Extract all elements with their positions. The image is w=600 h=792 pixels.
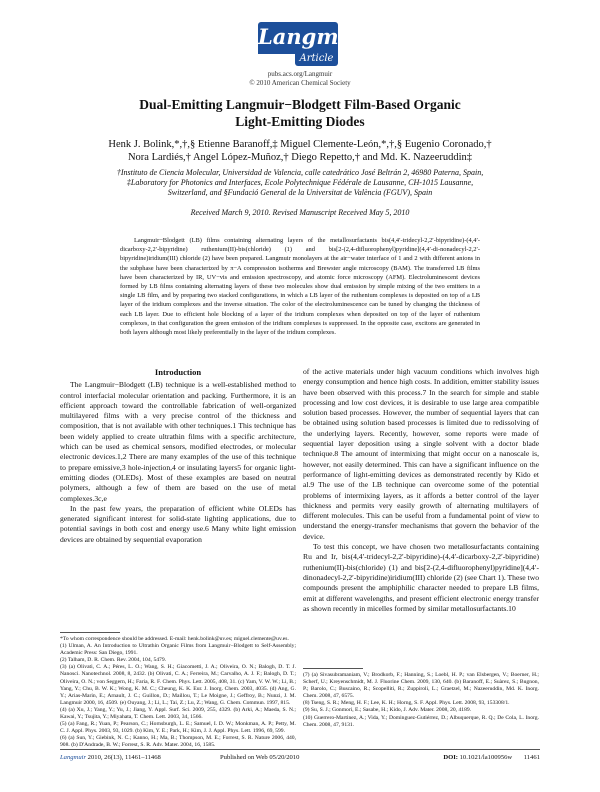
footnote: (2) Talham, D. R. Chem. Rev. 2004, 104, 5479. (60, 657, 167, 664)
received-dates: Received March 9, 2010. Revised Manuscript Received May 5, 2010 (190, 208, 410, 217)
affiliation-line-3: Switzerland, and §Fundació General de la Universitat de València (FGUV), Spain (167, 188, 433, 197)
footer-page-number: 11461 (523, 754, 540, 761)
footnote-divider-right (303, 668, 363, 669)
footer-doi[interactable]: 10.1021/la100956w (459, 754, 513, 761)
body-column-left (60, 367, 296, 545)
journal-logo (258, 22, 373, 65)
footnote: (7) (a) Sivasubramaniam, V.; Brodkorb, F.; Hanning, S.; Loebl, H. P.; van Elsbergen, V.; Boerner, H.; Scherf, U.; Kreyenschmidt, M. J. Fluorine Chem. 2009, 130, 640. (b) Baranoff, E.; Suàrez, S.; Bugnon, P.; Barolo, C.; Buscaino, R.; Scopelliti, R.; Zuppiroli, L.; Graetzel, M.; Nazeeruddin, Md. K. Inorg. Chem. 2008, 47, 6575. (303, 672, 539, 700)
footnote: (5) (a) Fang, R.; Yuan, P.; Pearson, C.; Hornsburgh, L. E.; Samuel, I. D. W.; Monkman, A. P.; Petty, M. C. J. Appl. Phys. 2003, 93, 1029. (b) Kim, Y. E.; Park, H.; Kim, J. J. Appl. Phys. Lett. 1996, 69, 599. (60, 721, 296, 735)
copyright: © 2010 American Chemical Society (249, 79, 351, 87)
authors-line-1: Henk J. Bolink,*,†,§ Etienne Baranoff,‡ Miguel Clemente-León,*,†,§ Eugenio Coronado,† (108, 139, 492, 150)
footnote: (8) Tseng, S. R.; Meng, H. F.; Lee, K. H.; Horng, S. F. Appl. Phys. Lett. 2008, 93, 153308/1. (303, 700, 510, 707)
footer-divider (60, 749, 540, 750)
authors (70, 138, 530, 164)
logo-sub-text: Article (295, 52, 338, 66)
intro-paragraph-2: In the past few years, the preparation of efficient white OLEDs has generated significant interest for solid-state lighting applications, due to potential savings in both cost and energy use.6 Many white light emission devices are obtained by sequential evaporation (60, 503, 296, 544)
journal-url[interactable]: pubs.acs.org/Langmuir (267, 70, 333, 78)
body-column-right (303, 367, 539, 614)
footnotes-left (60, 636, 296, 750)
footnotes-right (303, 672, 539, 729)
title-line-2: Light-Emitting Diodes (235, 114, 365, 129)
footer-volume: 2010, 26(13), 11461–11468 (87, 754, 161, 761)
footnote: (3) (a) Olivati, C. A.; Péres, L. O.; Wang, S. H.; Giacometti, J. A.; Oliveira, O. N.; Balogh, D. T. J. Nanosci. Nanotechnol. 2008, 8, 2432. (b) Olivati, C. A.; Ferreira, M.; Carvalho, A. J. F.; Balogh, D. T.; Oliveira, O. N.; von Seggern, H.; Faria, R. F. Chem. Phys. Lett. 2005, 408, 31. (c) Yam, V. W. W.; Li, B.; Yang, Y.; Chu, B. W. K.; Wong, K. M. C.; Cheung, K. K. Eur. J. Inorg. Chem. 2003, 4035. (d) Ang, G. Y.; Arias-Marin, E.; Arnault, J. C.; Guillon, D.; Maillou, T.; Le Moigne, J.; Geffroy, B.; Nunzi, J. M. Langmuir 2000, 16, 4509. (e) Ouyang, J.; Li, L.; Tai, Z.; Lu, Z.; Wang, G. Chem. Commun. 1997, 815. (60, 664, 296, 706)
affiliation-line-1: †Instituto de Ciencia Molecular, Universidad de Valencia, calle catedrático José Beltrán 2, 46980 Paterna, Spain, (116, 168, 484, 177)
logo-main-text: Langmuir (258, 22, 338, 54)
authors-line-2: Nora Lardiés,† Angel López-Muñoz,† Diego Repetto,† and Md. K. Nazeeruddin‡ (127, 152, 473, 163)
title-line-1: Dual-Emitting Langmuir−Blodgett Film-Based Organic (139, 97, 461, 112)
footer-published: Published on Web 05/20/2010 (220, 754, 300, 761)
footnote: (6) (a) Sun, Y.; Giebink, N. C.; Kanno, H.; Ma, B.; Thompson, M. E.; Forrest, S. R. Nature 2006, 440, 908. (b) D'Andrade, B. W.; Forrest, S. R. Adv. Mater. 2004, 16, 1585. (60, 735, 296, 749)
footnote-divider-left (60, 632, 120, 633)
footer-doi-block (443, 754, 540, 761)
intro-paragraph-4: To test this concept, we have chosen two metallosurfactants containing Ru and Ir, bis(4,4′-tridecyl-2,2′-bipyridine)-(4,4′-dicarboxy-2,2′-bipyridine) ruthenium(II)-bis(chloride) (1) and bis[2-(2,4-difluorophenyl)pyridine](4,4′-dinonadecyl-2,2′-bipyridine)iridium(III) chloride (2) (see Chart 1). These two compounds present the amphiphilic character needed to prepare LB films, emit at different wavelengths, and present efficient electronic energy transfer as shown recently in micelles formed by similar metallosurfactants.10 (303, 542, 539, 613)
affiliations (80, 168, 520, 198)
paper-title (60, 96, 540, 130)
footnote: (4) (a) Xu, J.; Yang, Y.; Yu, J.; Jiang, Y. Appl. Surf. Sci. 2009, 255, 4329. (b) Arki, A.; Maeda, S. N.; Kawai, Y.; Tsujita, Y.; Miyahata, T. Chem. Lett. 2003, 34, 1566. (60, 706, 296, 721)
intro-paragraph-3: of the active materials under high vacuum conditions which involves high energy consumption and hence high costs. In addition, emitter stability issues have been observed with this process.7 In the search for simple and stable processing and low cost devices, it is desirable to use large area compatible solution based processes. However, the number of sequential layers that can be obtained using solution based processes is limited due to redissolving of the underlying layers. Recently, however, some reports were made of sequential layer deposition using a single solvent with a doctor blade technique.8 The amount of intermixing that might occur on a nanoscale is, however, not easily determined. This can have a significant influence on the performance of light-emitting devices as demonstrated recently by Kido et al.9 The use of the LB technique can overcome some of the potential problems of intermixing layers, as it affords a better control of the layer thickness and permits very easily growth of alternating multilayers of different molecules. This can be useful from a fundamental point of view to understand the energy-transfer mechanisms that govern the behavior of the device. (303, 367, 539, 541)
footnote: *To whom correspondence should be addressed. E-mail: henk.bolink@uv.es; miguel.clemente@uv.es. (60, 636, 289, 642)
abstract: Langmuir−Blodgett (LB) films containing alternating layers of the metallosurfactants bis(4,4′-tridecyl-2,2′-bipyridine)-(4,4′-dicarboxy-2,2′-bipyridine) ruthenium(II)-bis(chloride) (1) and bis[2-(2,4-difluorophenyl)pyridine](4,4′-di-nonadecyl-2,2′-bipyridine)iridium(III) chloride (2) have been prepared. Langmuir monolayers at the air−water interface of 1 and 2 with different anions in the subphase have been characterized by π−A compression isotherms and Brewster angle microscopy (BAM). The transferred LB films have been characterized by IR, UV−vis and emission spectroscopy, and atomic force microscopy (AFM). Electroluminescent devices formed by LB films containing alternating layers of these two molecules show dual emission by simple mixing of the two emitters in a single LB film, and by preparing two stacked configurations, in which a LB layer of the ruthenium complexes is deposited on top of a LB layer of the iridium complexes and the inverse situation. The color of the electroluminescence can be tuned by changing the thickness of each LB layer. Due to efficient hole blocking of a layer of the iridium complexes when deposited on top of the layer of ruthenium complexes, in that configuration the green emission of the iridium complexes is suppressed. In the opposite case, excitons are generated in both layers although most likely preferentially in the layer of the iridium complexes. (120, 237, 480, 337)
footnote: (9) Su, S. J.; Gonmori, E.; Sasabe, H.; Kido, J. Adv. Mater. 2008, 20, 4189. (303, 707, 472, 714)
section-heading-introduction: Introduction (154, 367, 202, 377)
intro-paragraph-1: The Langmuir−Blodgett (LB) technique is a well-established method to control interfacial molecular orientation and packing. Furthermore, it is an efficient approach toward the controllable fabrication of well-organized multilayered films with a very precise control of the thickness and composition, that is not available with other techniques.1 This technique has been widely applied to create ultrathin films with a specific architecture, which can be used as chemical sensors, modified electrodes, or molecular electronic devices.1,2 There are many examples of the use of this technique to prepare emissive,3 hole-injection,4 or insulating layers5 for organic light-emitting diodes (OLEDs). Most of these examples are based on neutral polymers, although a few of them are based on the use of metal complexes.3c,e (60, 380, 296, 503)
footer-journal: Langmuir (60, 754, 87, 761)
footnote: (10) Guerrero-Martinez, A.; Vida, Y.; Dominguez-Gutiérrez, D.; Albuquerque, R. Q.; De Cola, L. Inorg. Chem. 2008, 47, 9131. (303, 714, 539, 728)
footer-doi-label: DOI: (443, 754, 458, 761)
footer-citation (60, 754, 161, 761)
affiliation-line-2: ‡Laboratory for Photonics and Interfaces, Ecole Polytechnique Fédérale de Lausanne, CH-1015 Lausanne, (126, 178, 474, 187)
footnote: (1) Ulman, A. An Introduction to Ultrathin Organic Films from Langmuir−Blodgett to Self-Assembly; Academic Press: San Diego, 1991. (60, 643, 296, 657)
